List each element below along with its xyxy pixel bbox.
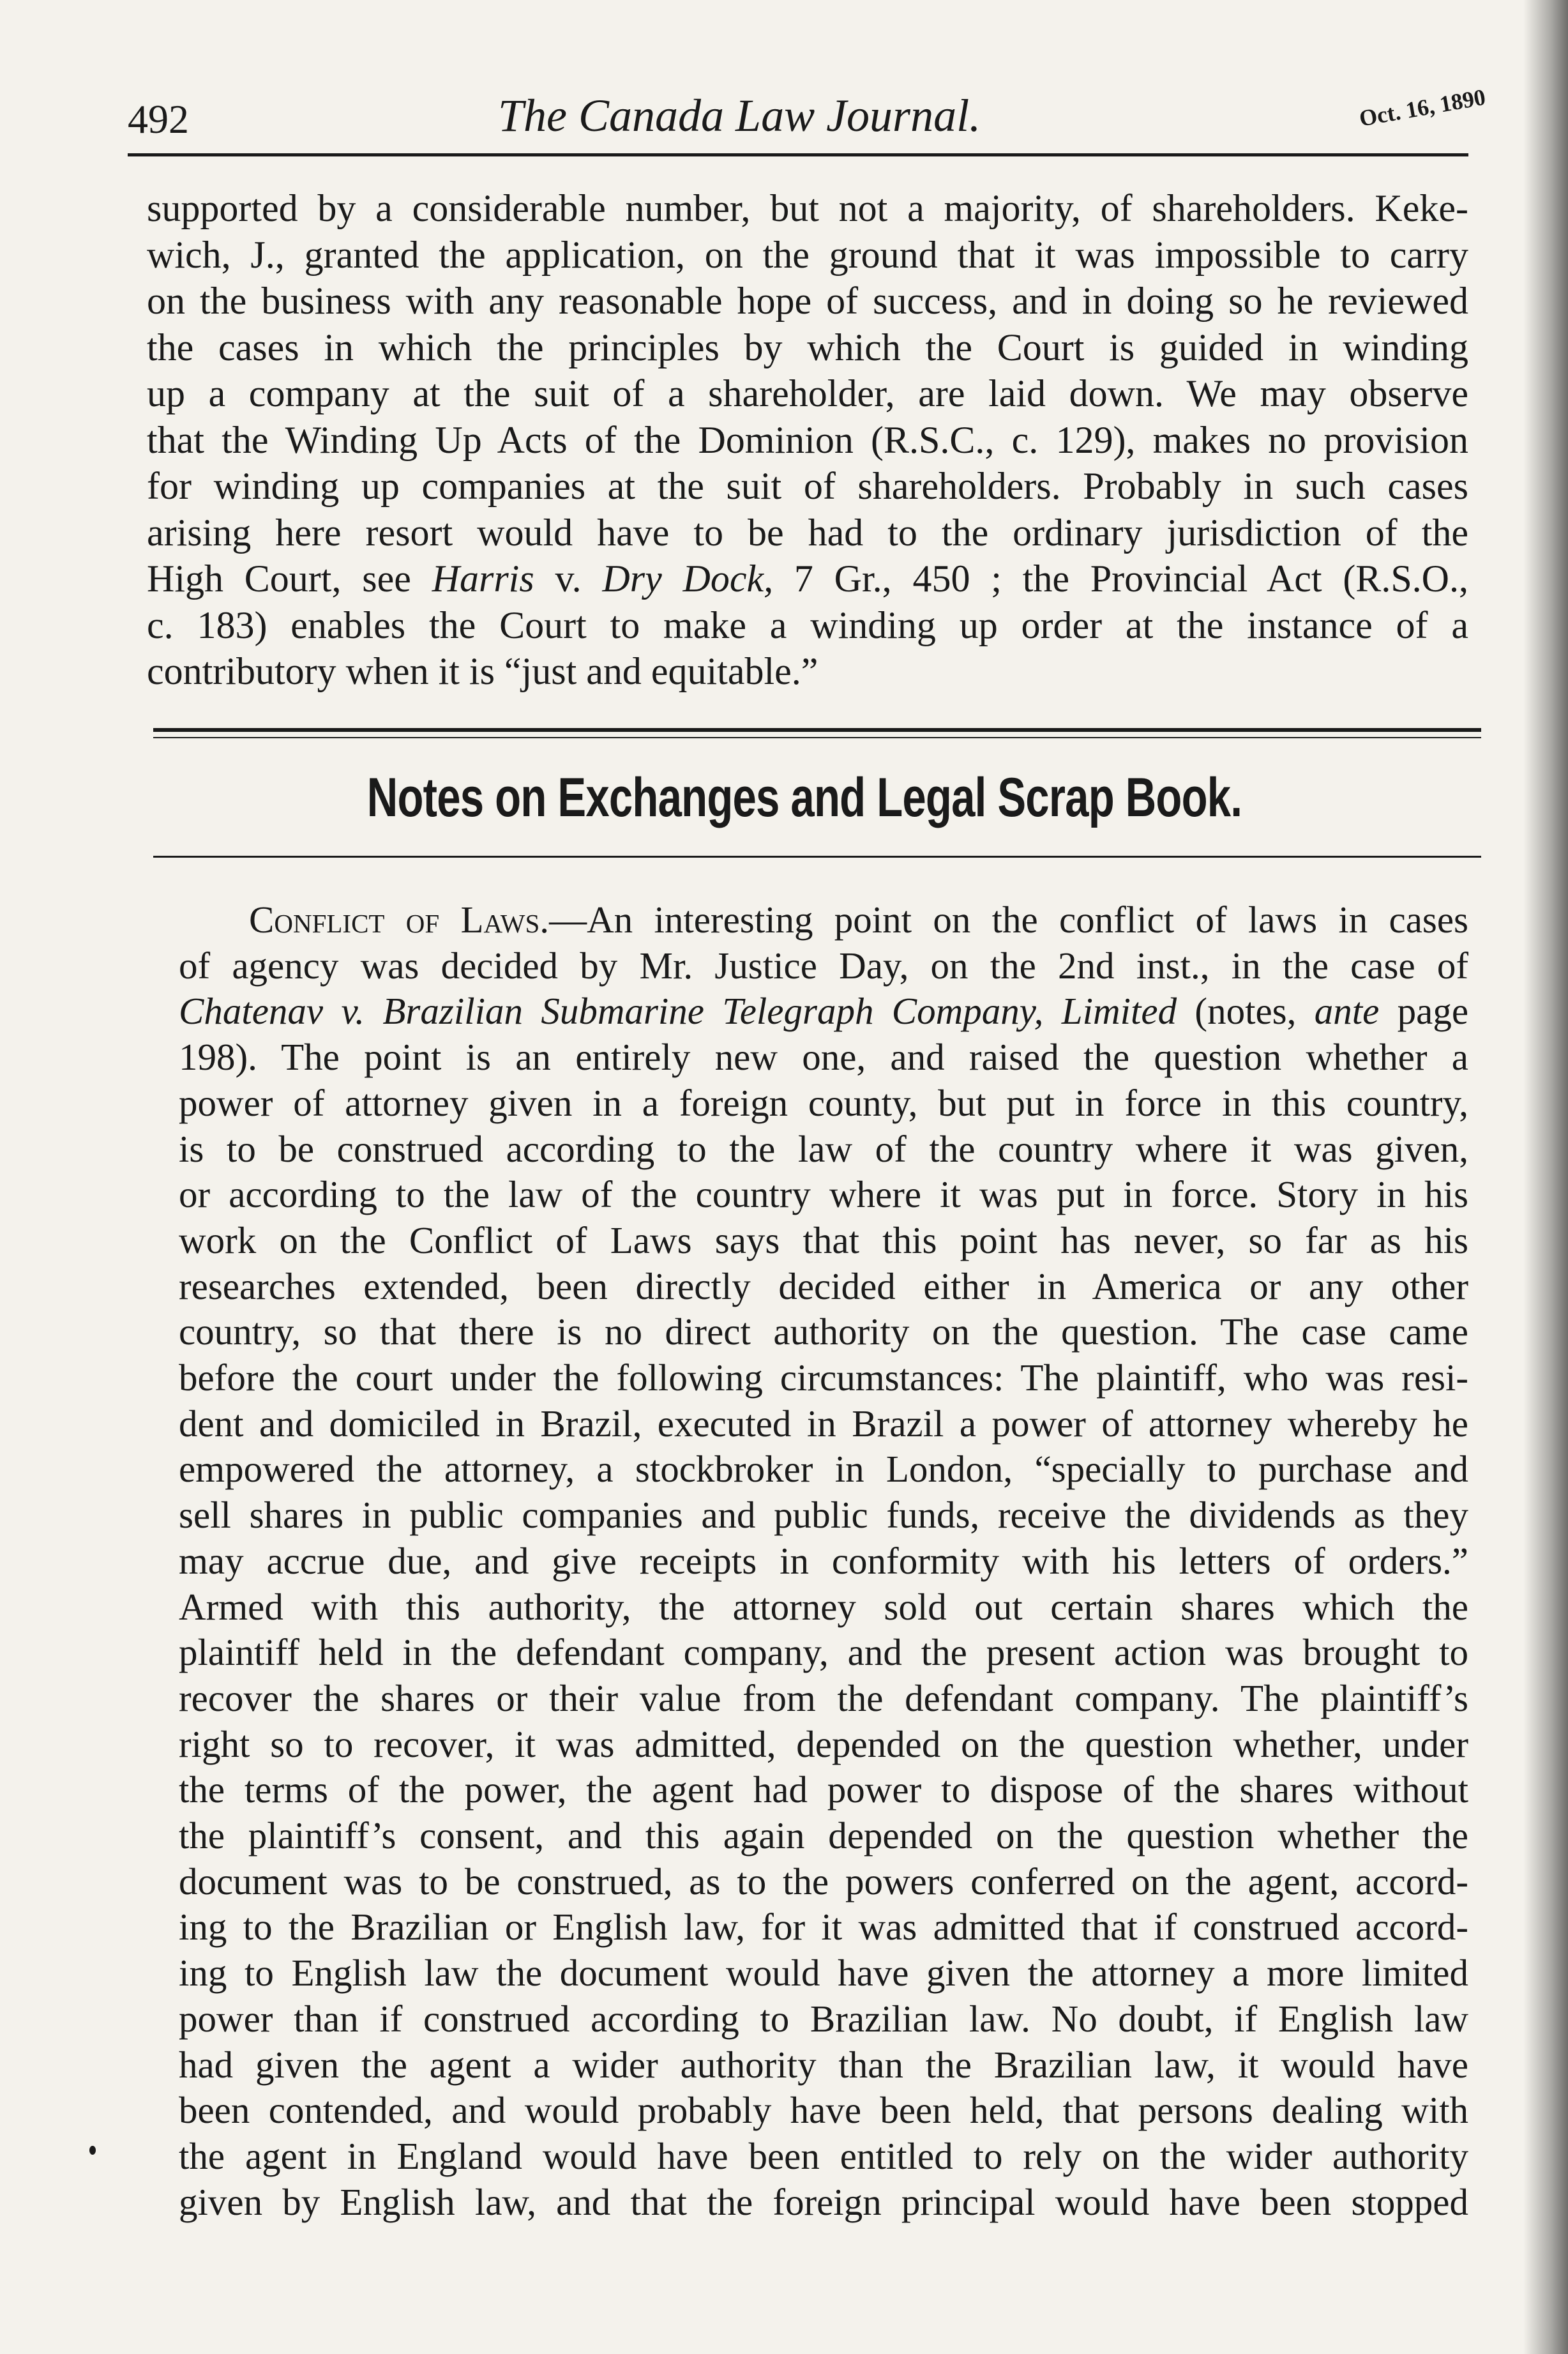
line-text: High Court, see [147, 558, 432, 600]
text-line: supported by a considerable number, but not a majority, of shareholders. Keke- [147, 187, 1468, 229]
text-line: sell shares in public companies and public funds, receive the dividends as they [179, 1494, 1468, 1537]
text-line: ing to English law the document would have given the attorney a more limited [179, 1952, 1468, 1994]
text-line: the agent in England would have been entitled to rely on the wider authority [179, 2134, 1468, 2177]
text-line [179, 897, 1468, 943]
text-line [147, 556, 1468, 602]
margin-mark [89, 2146, 96, 2155]
text-line: for winding up companies at the suit of shareholders. Probably in such cases [147, 465, 1468, 507]
line-text: page [1379, 990, 1469, 1033]
issue-date: Oct. 16, 1890 [1357, 84, 1488, 132]
line-text: 7 Gr., 450 ; the Provincial Act (R.S.O., [773, 558, 1469, 600]
text-line [179, 989, 1468, 1035]
text-line: ing to the Brazilian or English law, for it was admitted that if construed accord- [179, 1906, 1468, 1948]
section-divider-thin [153, 737, 1481, 738]
text-line: contributory when it is “just and equitable.” [147, 650, 818, 692]
text-line: dent and domiciled in Brazil, executed in Brazil a power of attorney whereby he [179, 1402, 1468, 1445]
text-line: before the court under the following circumstances: The plaintiff, who was resi- [179, 1356, 1468, 1399]
text-line: or according to the law of the country where it was put in force. Story in his [179, 1173, 1468, 1216]
text-line: the plaintiff’s consent, and this again depended on the question whether the [179, 1814, 1468, 1857]
text-line: wich, J., granted the application, on the ground that it was impossible to carry [147, 233, 1468, 276]
running-header [128, 83, 1488, 153]
text-line: right so to recover, it was admitted, depended on the question whether, under [179, 1722, 1468, 1765]
text-line: the terms of the power, the agent had power to dispose of the shares without [179, 1768, 1468, 1811]
text-line: recover the shares or their value from the defendant company. The plaintiff’s [179, 1676, 1468, 1719]
text-line: up a company at the suit of a shareholder, are laid down. We may observe [147, 372, 1468, 414]
text-line: 198). The point is an entirely new one, and raised the question whether a [179, 1036, 1468, 1079]
text-line: the cases in which the principles by which the Court is guided in winding [147, 326, 1468, 368]
text-line: may accrue due, and give receipts in conformity with his letters of orders.” [179, 1539, 1468, 1582]
header-rule [128, 153, 1468, 156]
text-line: plaintiff held in the defendant company, and the present action was brought to [179, 1631, 1468, 1674]
page-number: 492 [128, 96, 189, 142]
ante-reference: ante [1314, 990, 1380, 1033]
line-text: v. [534, 558, 603, 600]
text-line: document was to be construed, as to the powers conferred on the agent, accord- [179, 1860, 1468, 1902]
text-line: empowered the attorney, a stockbroker in London, “specially to purchase and [179, 1448, 1468, 1491]
text-line: Armed with this authority, the attorney sold out certain shares which the [179, 1585, 1468, 1628]
case-name: Dry Dock, [602, 558, 774, 600]
journal-title: The Canada Law Journal. [498, 90, 981, 141]
text-line: work on the Conflict of Laws says that this point has never, so far as his [179, 1219, 1468, 1261]
text-line: c. 183) enables the Court to make a winding up order at the instance of a [147, 604, 1468, 646]
text-line: had given the agent a wider authority than the Brazilian law, it would have [179, 2043, 1468, 2086]
text-line: of agency was decided by Mr. Justice Day, on the 2nd inst., in the case of [179, 944, 1468, 987]
text-line: power than if construed according to Brazilian law. No doubt, if English law [179, 1997, 1468, 2040]
text-line: that the Winding Up Acts of the Dominion (R.S.C., c. 129), makes no provision [147, 418, 1468, 461]
text-line: country, so that there is no direct authority on the question. The case came [179, 1310, 1468, 1353]
case-name: Harris [432, 558, 534, 600]
case-name: Chatenav v. Brazilian Submarine Telegraph Company, Limited [179, 990, 1177, 1033]
text-line: is to be construed according to the law of the country where it was given, [179, 1127, 1468, 1170]
line-text: (notes, [1177, 990, 1315, 1033]
notes-article-text [179, 897, 1468, 2225]
heading-rule [153, 856, 1481, 858]
line-text: —An interesting point on the conflict of laws in cases [549, 899, 1468, 941]
text-line: given by English law, and that the foreign principal would have been stopped [179, 2180, 1468, 2223]
section-heading: Notes on Exchanges and Legal Scrap Book. [366, 767, 1242, 828]
section-divider-thick [153, 728, 1481, 732]
page-edge-shadow [1523, 0, 1568, 2354]
text-line: power of attorney given in a foreign county, but put in force in this country, [179, 1081, 1468, 1124]
continued-article-text [147, 185, 1468, 695]
text-line: been contended, and would probably have been held, that persons dealing with [179, 2089, 1468, 2132]
article-lead-title: Conflict of Laws. [249, 899, 550, 941]
text-line: researches extended, been directly decided either in America or any other [179, 1264, 1468, 1307]
text-line: arising here resort would have to be had to the ordinary jurisdiction of the [147, 511, 1468, 554]
text-line: on the business with any reasonable hope of success, and in doing so he reviewed [147, 280, 1468, 322]
